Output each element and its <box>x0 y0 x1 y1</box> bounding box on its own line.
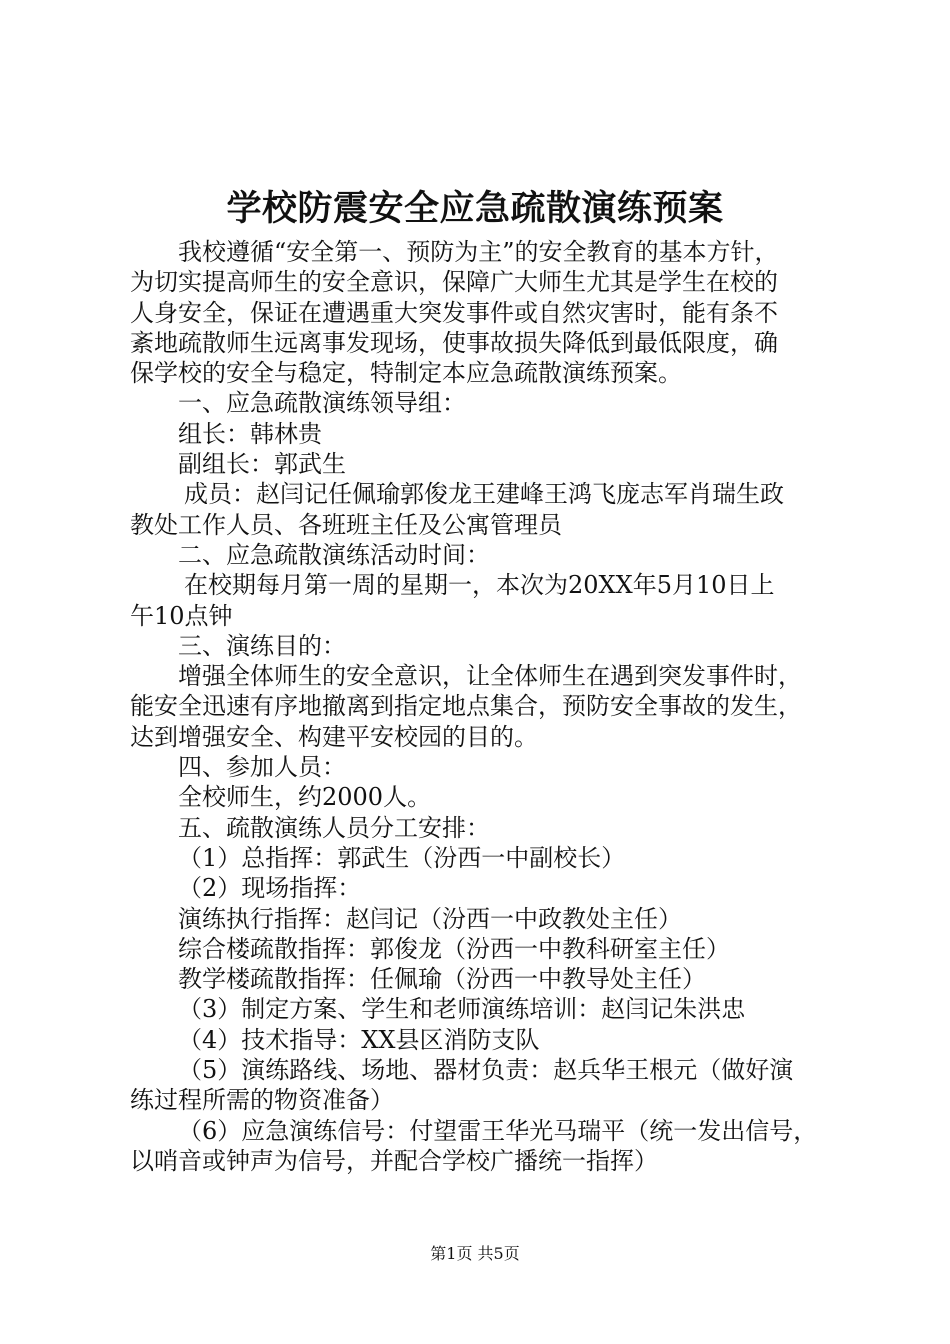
list-item: （2）现场指挥： <box>178 874 362 903</box>
paragraph-line: 紊地疏散师生远离事发现场，使事故损失降低到最低限度，确 <box>130 328 778 357</box>
list-item: （4）技术指导：XX县区消防支队 <box>178 1025 540 1054</box>
section-heading: 五、疏散演练人员分工安排： <box>178 813 490 842</box>
list-item: 综合楼疏散指挥：郭俊龙（汾西一中教科研室主任） <box>178 934 730 963</box>
list-item: 演练执行指挥：赵闫记（汾西一中政教处主任） <box>178 904 682 933</box>
paragraph-line: 在校期每月第一周的星期一，本次为20XX年5月10日上 <box>184 571 775 600</box>
section-heading: 四、参加人员： <box>178 753 346 782</box>
list-item: （6）应急演练信号：付望雷王华光马瑞平（统一发出信号， <box>178 1116 818 1145</box>
page-footer: 第1页 共5页 <box>430 1244 520 1263</box>
paragraph-line: 副组长：郭武生 <box>178 450 346 479</box>
paragraph-line: 午10点钟 <box>130 601 233 630</box>
paragraph-line: 全校师生，约2000人。 <box>178 783 432 812</box>
paragraph-line: 达到增强安全、构建平安校园的目的。 <box>130 722 538 751</box>
paragraph-line: 我校遵循“安全第一、预防为主”的安全教育的基本方针， <box>178 238 779 266</box>
list-item: （1）总指挥：郭武生（汾西一中副校长） <box>178 843 626 872</box>
paragraph-line: 为切实提高师生的安全意识，保障广大师生尤其是学生在校的 <box>130 268 778 297</box>
list-item: 以哨音或钟声为信号，并配合学校广播统一指挥） <box>130 1146 658 1175</box>
list-item: （3）制定方案、学生和老师演练培训：赵闫记朱洪忠 <box>178 995 746 1024</box>
paragraph-line: 教处工作人员、各班班主任及公寓管理员 <box>130 510 562 539</box>
paragraph-line: 组长：韩林贵 <box>178 419 322 448</box>
list-item: （5）演练路线、场地、器材负责：赵兵华王根元（做好演 <box>178 1056 794 1085</box>
document-title: 学校防震安全应急疏散演练预案 <box>226 188 724 229</box>
list-item: 教学楼疏散指挥：任佩瑜（汾西一中教导处主任） <box>178 965 706 994</box>
section-heading: 三、演练目的： <box>178 631 346 660</box>
paragraph-line: 成员：赵闫记任佩瑜郭俊龙王建峰王鸿飞庞志军肖瑞生政 <box>184 480 784 509</box>
section-heading: 二、应急疏散演练活动时间： <box>178 540 490 569</box>
list-item: 练过程所需的物资准备） <box>130 1086 394 1115</box>
paragraph-line: 保学校的安全与稳定，特制定本应急疏散演练预案。 <box>130 359 682 388</box>
paragraph-line: 人身安全，保证在遭遇重大突发事件或自然灾害时，能有条不 <box>130 298 778 327</box>
document-body <box>130 237 830 1176</box>
paragraph-line: 能安全迅速有序地撤离到指定地点集合，预防安全事故的发生， <box>130 692 802 721</box>
section-heading: 一、应急疏散演练领导组： <box>178 389 466 418</box>
paragraph-line: 增强全体师生的安全意识，让全体师生在遇到突发事件时， <box>178 662 802 691</box>
